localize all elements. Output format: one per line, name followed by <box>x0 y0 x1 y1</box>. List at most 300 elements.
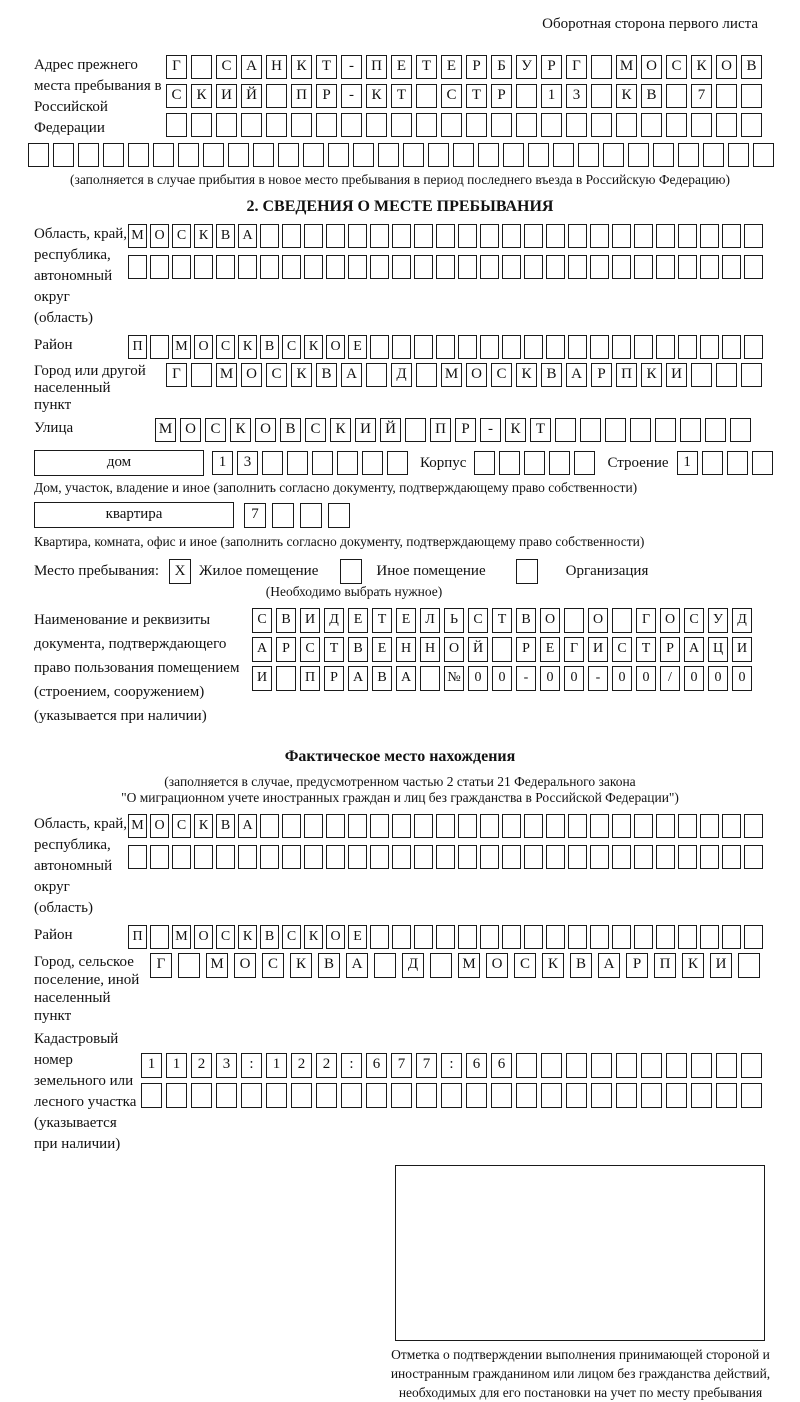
char-box-empty <box>191 55 212 79</box>
char-box-empty <box>634 224 653 248</box>
char-box: М <box>458 953 480 978</box>
char-box-empty <box>326 845 345 869</box>
char-box-empty <box>568 224 587 248</box>
char-box-empty <box>282 814 301 838</box>
char-box: П <box>654 953 676 978</box>
char-box: И <box>216 84 237 108</box>
page-side-note: Оборотная сторона первого листа <box>542 16 758 32</box>
char-box-empty <box>503 143 524 167</box>
korpus-row <box>474 451 599 475</box>
oblast-rows <box>128 224 766 279</box>
char-box-empty <box>716 84 737 108</box>
char-box: К <box>616 84 637 108</box>
char-box: А <box>684 637 704 662</box>
char-box-empty <box>549 451 570 475</box>
char-box-empty <box>524 255 543 279</box>
char-box-empty <box>348 814 367 838</box>
char-box: У <box>516 55 537 79</box>
char-box-empty <box>700 845 719 869</box>
char-box: М <box>155 418 176 442</box>
char-box-empty <box>691 1053 712 1078</box>
char-box-empty <box>178 953 200 978</box>
char-box-empty <box>78 143 99 167</box>
char-box: О <box>150 814 169 838</box>
prev-address-row-3 <box>166 113 766 137</box>
char-box-empty <box>466 113 487 137</box>
char-box: Р <box>316 84 337 108</box>
inoe-label: Иное помещение <box>376 563 486 579</box>
char-box-empty <box>266 113 287 137</box>
char-box: К <box>194 224 213 248</box>
char-box-empty <box>362 451 383 475</box>
char-box-empty <box>366 1083 387 1108</box>
char-box: К <box>194 814 213 838</box>
char-box-empty <box>304 224 323 248</box>
char-box-empty <box>378 143 399 167</box>
char-box-empty <box>153 143 174 167</box>
char-box: М <box>172 925 191 949</box>
char-box: С <box>514 953 536 978</box>
ulitsa-row <box>155 418 755 442</box>
char-box: Л <box>420 608 440 633</box>
char-box-empty <box>370 925 389 949</box>
char-box-empty <box>348 224 367 248</box>
char-box: С <box>172 814 191 838</box>
char-box-empty <box>480 814 499 838</box>
char-box-empty <box>150 335 169 359</box>
char-box-empty <box>480 224 499 248</box>
char-box-empty <box>703 143 724 167</box>
char-box: 7 <box>391 1053 412 1078</box>
char-box: А <box>348 666 368 691</box>
dom-type-box: дом <box>34 450 204 476</box>
char-box-empty <box>566 1053 587 1078</box>
char-box-empty <box>612 814 631 838</box>
char-box: К <box>542 953 564 978</box>
char-box-empty <box>304 255 323 279</box>
char-box: Е <box>348 608 368 633</box>
char-box: 3 <box>566 84 587 108</box>
char-box-empty <box>722 814 741 838</box>
char-box-empty <box>430 953 452 978</box>
char-box: П <box>291 84 312 108</box>
char-box-empty <box>370 335 389 359</box>
char-box-empty <box>590 335 609 359</box>
char-box-empty <box>590 814 609 838</box>
char-box-empty <box>524 224 543 248</box>
char-box: И <box>300 608 320 633</box>
char-box-empty <box>666 113 687 137</box>
char-box-empty <box>741 363 762 387</box>
char-box: О <box>466 363 487 387</box>
fact-oblast-field <box>34 814 766 919</box>
char-box: А <box>341 363 362 387</box>
char-box-empty <box>303 143 324 167</box>
char-box: 2 <box>191 1053 212 1078</box>
section2-title: 2. СВЕДЕНИЯ О МЕСТЕ ПРЕБЫВАНИЯ <box>246 198 554 215</box>
char-box-empty <box>304 845 323 869</box>
char-box-empty <box>653 143 674 167</box>
char-box: В <box>280 418 301 442</box>
char-box-empty <box>524 335 543 359</box>
char-box-empty <box>678 255 697 279</box>
fact-oblast-rows <box>128 814 766 869</box>
char-box: С <box>172 224 191 248</box>
char-box-empty <box>348 845 367 869</box>
char-box-empty <box>728 143 749 167</box>
char-box: - <box>341 55 362 79</box>
char-box: Й <box>241 84 262 108</box>
char-box: К <box>304 925 323 949</box>
char-box-empty <box>524 845 543 869</box>
char-box-empty <box>150 255 169 279</box>
kvartira-row <box>34 502 766 528</box>
char-box: У <box>708 608 728 633</box>
char-box-empty <box>546 224 565 248</box>
raion-label: Район <box>34 337 73 353</box>
char-box: Е <box>372 637 392 662</box>
char-box-empty <box>716 363 737 387</box>
char-box-empty <box>702 451 723 475</box>
char-box-empty <box>253 143 274 167</box>
char-box: В <box>216 224 235 248</box>
char-box-empty <box>287 451 308 475</box>
char-box: Р <box>455 418 476 442</box>
char-box-empty <box>178 143 199 167</box>
char-box-empty <box>722 925 741 949</box>
char-box: С <box>441 84 462 108</box>
char-box: А <box>396 666 416 691</box>
char-box: № <box>444 666 464 691</box>
char-box-empty <box>391 1083 412 1108</box>
char-box-empty <box>304 814 323 838</box>
char-box-empty <box>641 1083 662 1108</box>
stroenie-row <box>677 451 777 475</box>
char-box: А <box>346 953 368 978</box>
char-box: К <box>290 953 312 978</box>
char-box-empty <box>666 1053 687 1078</box>
char-box-empty <box>341 113 362 137</box>
char-box: Ь <box>444 608 464 633</box>
char-box-empty <box>641 113 662 137</box>
char-box-empty <box>591 1083 612 1108</box>
char-box: М <box>216 363 237 387</box>
oblast-label: Область, край, республика, автономный округ (область) <box>34 226 128 326</box>
char-box-empty <box>700 255 719 279</box>
char-box: : <box>341 1053 362 1078</box>
char-box: А <box>241 55 262 79</box>
char-box: 7 <box>416 1053 437 1078</box>
char-box-empty <box>392 335 411 359</box>
zhiloe-label: Жилое помещение <box>199 563 319 579</box>
char-box-empty <box>260 845 279 869</box>
char-box: Р <box>660 637 680 662</box>
char-box-empty <box>416 1083 437 1108</box>
char-box-empty <box>166 1083 187 1108</box>
char-box-empty <box>730 418 751 442</box>
char-box: Р <box>541 55 562 79</box>
char-box-empty <box>541 1053 562 1078</box>
char-box: Д <box>324 608 344 633</box>
ulitsa-field <box>34 418 766 442</box>
char-box: К <box>304 335 323 359</box>
char-box-empty <box>616 113 637 137</box>
char-box: Е <box>396 608 416 633</box>
char-box-empty <box>524 925 543 949</box>
char-box: В <box>216 814 235 838</box>
char-box: С <box>262 953 284 978</box>
char-box: 1 <box>212 451 233 475</box>
char-box: М <box>441 363 462 387</box>
prev-address-row-2 <box>166 84 766 108</box>
char-box-empty <box>172 845 191 869</box>
char-box-empty <box>194 845 213 869</box>
char-box: В <box>516 608 536 633</box>
char-box: Й <box>468 637 488 662</box>
char-box-empty <box>480 335 499 359</box>
char-box-empty <box>492 637 512 662</box>
char-box: М <box>128 814 147 838</box>
char-box-empty <box>502 925 521 949</box>
fact-gorod-row <box>150 953 766 978</box>
zhiloe-checkbox: X <box>169 559 191 584</box>
char-box-empty <box>741 84 762 108</box>
char-box-empty <box>546 335 565 359</box>
fact-gorod-field <box>34 953 766 1025</box>
char-box: В <box>372 666 392 691</box>
char-box-empty <box>282 255 301 279</box>
char-box: 6 <box>366 1053 387 1078</box>
char-box-empty <box>580 418 601 442</box>
char-box: Т <box>492 608 512 633</box>
char-box-empty <box>291 1083 312 1108</box>
char-box: Д <box>732 608 752 633</box>
char-box: 7 <box>691 84 712 108</box>
char-box: О <box>444 637 464 662</box>
char-box: К <box>330 418 351 442</box>
char-box-empty <box>656 925 675 949</box>
char-box: С <box>216 55 237 79</box>
char-box: 3 <box>216 1053 237 1078</box>
raion-row <box>128 335 766 359</box>
char-box-empty <box>502 814 521 838</box>
char-box-empty <box>278 143 299 167</box>
char-box-empty <box>590 925 609 949</box>
char-box: Д <box>391 363 412 387</box>
char-box-empty <box>414 224 433 248</box>
char-box-empty <box>564 608 584 633</box>
char-box-empty <box>634 845 653 869</box>
char-box: А <box>566 363 587 387</box>
char-box: С <box>216 335 235 359</box>
raion-field <box>34 335 766 359</box>
char-box: - <box>588 666 608 691</box>
kvartira-caption: Квартира, комната, офис и иное (заполнить согласно документу, подтверждающему право собственности) <box>34 534 645 549</box>
char-box-empty <box>414 255 433 279</box>
char-box-empty <box>616 1083 637 1108</box>
char-box-empty <box>612 335 631 359</box>
prev-address-label: Адрес прежнего места пребывания в Российской Федерации <box>34 57 162 136</box>
stroenie-label: Строение <box>607 455 669 471</box>
char-box-empty <box>326 224 345 248</box>
char-box: П <box>430 418 451 442</box>
char-box: О <box>588 608 608 633</box>
char-box: Б <box>491 55 512 79</box>
char-box-empty <box>628 143 649 167</box>
char-box-empty <box>741 1053 762 1078</box>
char-box: 1 <box>541 84 562 108</box>
fact-raion-row <box>128 925 766 949</box>
char-box-empty <box>541 113 562 137</box>
fact-raion-label: Район <box>34 927 73 943</box>
char-box-empty <box>436 925 455 949</box>
char-box: С <box>282 925 301 949</box>
oblast-row-1 <box>128 224 766 248</box>
char-box-empty <box>366 363 387 387</box>
char-box-empty <box>568 845 587 869</box>
char-box-empty <box>678 224 697 248</box>
char-box: 0 <box>564 666 584 691</box>
char-box-empty <box>28 143 49 167</box>
gorod-row <box>166 363 766 387</box>
char-box: С <box>491 363 512 387</box>
char-box-empty <box>491 113 512 137</box>
kadastr-rows <box>141 1053 766 1108</box>
char-box-empty <box>568 814 587 838</box>
char-box-empty <box>605 418 626 442</box>
char-box-empty <box>316 1083 337 1108</box>
char-box: М <box>616 55 637 79</box>
char-box: К <box>366 84 387 108</box>
char-box: Д <box>402 953 424 978</box>
char-box: Г <box>636 608 656 633</box>
char-box: С <box>666 55 687 79</box>
korpus-label: Корпус <box>420 455 467 471</box>
char-box-empty <box>678 925 697 949</box>
char-box-empty <box>591 1053 612 1078</box>
char-box: Р <box>491 84 512 108</box>
char-box: И <box>252 666 272 691</box>
char-box-empty <box>722 224 741 248</box>
stamp-caption: Отметка о подтверждении выполнения принимающей стороной и иностранным гражданином или лицом без гражданства действий, необходимых для его постановки на учет по месту пребывания <box>390 1347 771 1400</box>
char-box: Т <box>466 84 487 108</box>
char-box: Г <box>166 55 187 79</box>
char-box: В <box>260 925 279 949</box>
char-box-empty <box>238 255 257 279</box>
char-box-empty <box>634 814 653 838</box>
char-box-empty <box>328 143 349 167</box>
char-box-empty <box>480 255 499 279</box>
char-box: Р <box>324 666 344 691</box>
char-box: О <box>641 55 662 79</box>
char-box: С <box>216 925 235 949</box>
char-box: А <box>238 224 257 248</box>
prev-address-row-1 <box>166 55 766 79</box>
char-box-empty <box>722 255 741 279</box>
char-box-empty <box>370 814 389 838</box>
char-box-empty <box>416 113 437 137</box>
char-box-empty <box>272 503 294 528</box>
char-box-empty <box>528 143 549 167</box>
char-box-empty <box>374 953 396 978</box>
char-box: П <box>128 335 147 359</box>
char-box-empty <box>458 224 477 248</box>
char-box-empty <box>326 255 345 279</box>
char-box-empty <box>282 224 301 248</box>
char-box-empty <box>228 143 249 167</box>
document-row-1 <box>252 608 756 633</box>
char-box-empty <box>524 451 545 475</box>
char-box-empty <box>403 143 424 167</box>
char-box: В <box>260 335 279 359</box>
char-box-empty <box>590 845 609 869</box>
document-label: Наименование и реквизиты документа, подтверждающего право пользования помещением (строением, сооружением) (указывается при наличии) <box>34 612 240 724</box>
char-box-empty <box>744 224 763 248</box>
char-box-empty <box>392 814 411 838</box>
char-box: В <box>276 608 296 633</box>
inoe-checkbox <box>340 559 362 584</box>
char-box-empty <box>150 845 169 869</box>
char-box: О <box>194 335 213 359</box>
char-box: : <box>441 1053 462 1078</box>
char-box-empty <box>738 953 760 978</box>
char-box-empty <box>216 255 235 279</box>
fact-gorod-label: Город, сельское поселение, иной населенный пункт <box>34 954 140 1024</box>
char-box: 1 <box>677 451 698 475</box>
char-box: О <box>241 363 262 387</box>
char-box-empty <box>103 143 124 167</box>
char-box: А <box>238 814 257 838</box>
char-box-empty <box>612 255 631 279</box>
char-box-empty <box>678 143 699 167</box>
char-box-empty <box>458 335 477 359</box>
char-box-empty <box>312 451 333 475</box>
char-box: К <box>291 55 312 79</box>
char-box-empty <box>348 255 367 279</box>
char-box-empty <box>591 113 612 137</box>
char-box: К <box>691 55 712 79</box>
char-box-empty <box>678 335 697 359</box>
char-box-empty <box>216 845 235 869</box>
char-box: П <box>366 55 387 79</box>
char-box-empty <box>262 451 283 475</box>
char-box: О <box>255 418 276 442</box>
char-box-empty <box>370 224 389 248</box>
char-box: Н <box>420 637 440 662</box>
char-box: Е <box>441 55 462 79</box>
char-box: О <box>326 335 345 359</box>
char-box-empty <box>741 1083 762 1108</box>
mesto-label: Место пребывания: <box>34 563 159 579</box>
char-box: С <box>166 84 187 108</box>
char-box-empty <box>656 845 675 869</box>
char-box-empty <box>436 335 455 359</box>
kadastr-row-2 <box>141 1083 766 1108</box>
char-box: О <box>716 55 737 79</box>
char-box-empty <box>591 55 612 79</box>
char-box-empty <box>666 1083 687 1108</box>
char-box: К <box>238 925 257 949</box>
char-box-empty <box>553 143 574 167</box>
char-box-empty <box>700 224 719 248</box>
char-box-empty <box>128 255 147 279</box>
char-box-empty <box>546 925 565 949</box>
document-rows <box>252 608 756 691</box>
dom-row <box>34 450 766 476</box>
char-box: И <box>355 418 376 442</box>
char-box-empty <box>568 255 587 279</box>
char-box: Й <box>380 418 401 442</box>
